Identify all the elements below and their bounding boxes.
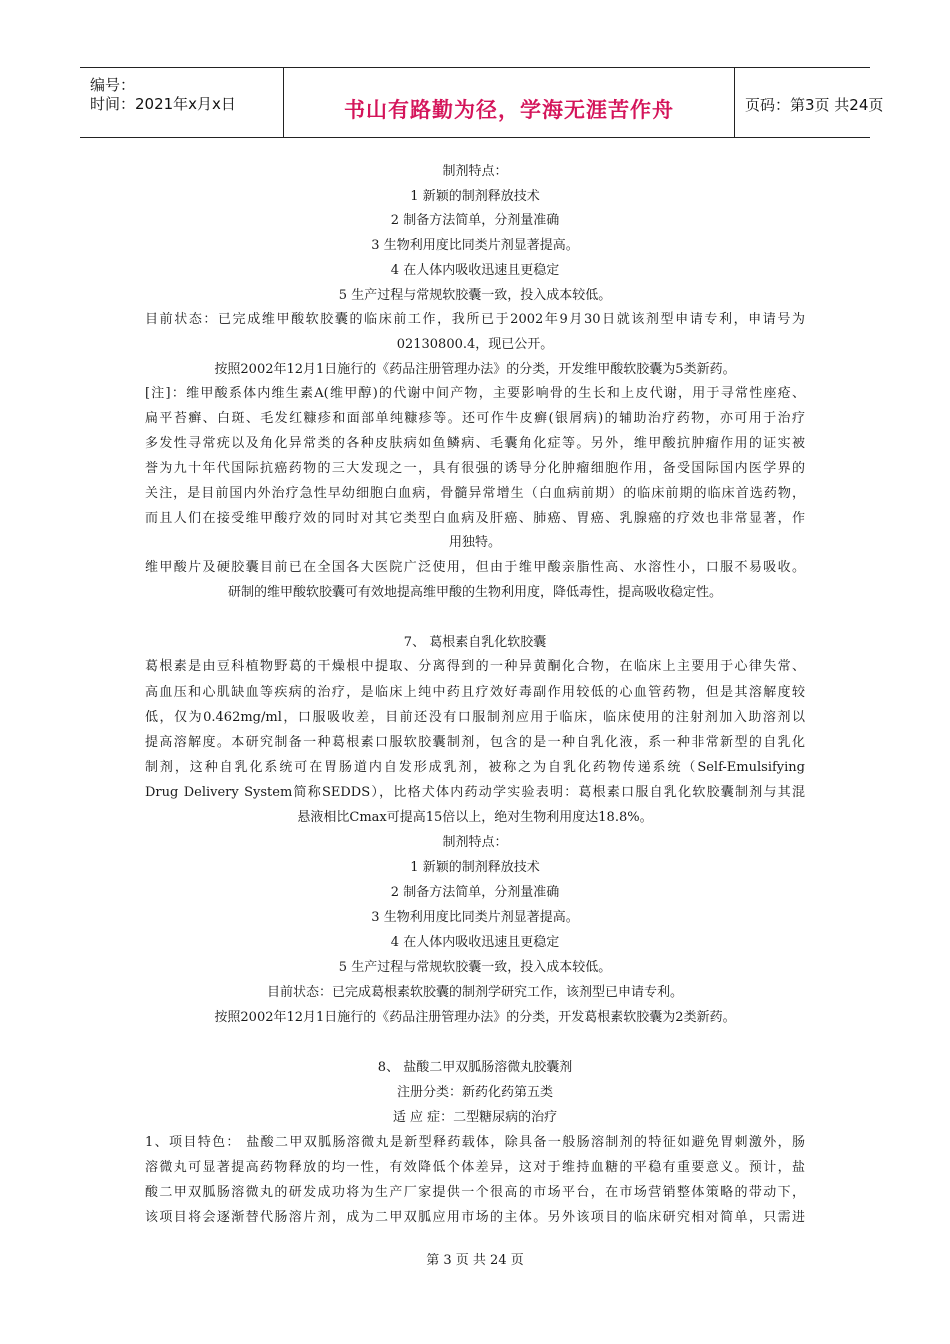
list-item: 1 新颖的制剂释放技术 bbox=[410, 189, 540, 204]
paragraph-line: Drug Delivery System简称SEDDS），比格犬体内药动学实验表明：葛根素口服自乳化软胶囊制剂与其混 bbox=[145, 785, 805, 800]
paragraph-line: 按照2002年12月1日施行的《药品注册管理办法》的分类，开发葛根素软胶囊为2类新药。 bbox=[214, 1010, 736, 1025]
paragraph-line: 而且人们在接受维甲酸疗效的同时对其它类型白血病及肝癌、肺癌、胃癌、乳腺癌的疗效也非常显著，作 bbox=[145, 511, 805, 526]
paragraph-line: 制剂，这种自乳化系统可在胃肠道内自发形成乳剂，被称之为自乳化药物传递系统（Self-Emulsifying bbox=[145, 760, 805, 775]
page-header bbox=[80, 67, 884, 138]
indication: 适 应 症：二型糖尿病的治疗 bbox=[392, 1110, 558, 1125]
paragraph-line: 悬液相比Cmax可提高15倍以上，绝对生物利用度达18.8%。 bbox=[297, 810, 653, 825]
paragraph-line: 葛根素是由豆科植物野葛的干燥根中提取、分离得到的一种异黄酮化合物，在临床上主要用于心律失常、 bbox=[145, 659, 805, 674]
paragraph-line: 誉为九十年代国际抗癌药物的三大发现之一，具有很强的诱导分化肿瘤细胞作用，备受国际国内医学界的 bbox=[145, 461, 805, 476]
paragraph-line: 多发性寻常疣以及角化异常类的各种皮肤病如鱼鳞病、毛囊角化症等。另外，维甲酸抗肿瘤作用的证实被 bbox=[145, 436, 805, 451]
paragraph-line: 该项目将会逐渐替代肠溶片剂，成为二甲双胍应用市场的主体。另外该项目的临床研究相对简单，只需进 bbox=[145, 1210, 805, 1225]
header-motto: 书山有路勤为径，学海无涯苦作舟 bbox=[344, 98, 674, 122]
paragraph-line: 研制的维甲酸软胶囊可有效地提高维甲酸的生物利用度，降低毒性，提高吸收稳定性。 bbox=[227, 585, 722, 600]
paragraph-line: 关注，是目前国内外治疗急性早幼细胞白血病，骨髓异常增生（白血病前期）的临床前期的临床首选药物， bbox=[145, 486, 805, 501]
list-item: 5 生产过程与常规软胶囊一致，投入成本较低。 bbox=[338, 288, 612, 303]
section-title: 7、 葛根素自乳化软胶囊 bbox=[403, 635, 547, 650]
section-heading: 制剂特点： bbox=[442, 164, 508, 179]
paragraph-line: 目前状态：已完成葛根素软胶囊的制剂学研究工作，该剂型已申请专利。 bbox=[266, 985, 683, 1000]
registration-category: 注册分类：新药化药第五类 bbox=[396, 1085, 553, 1100]
paragraph-line: 高血压和心肌缺血等疾病的治疗，是临床上纯中药且疗效好毒副作用较低的心血管药物，但是其溶解度较 bbox=[145, 685, 805, 700]
list-item: 5 生产过程与常规软胶囊一致，投入成本较低。 bbox=[338, 960, 612, 975]
section-title: 8、 盐酸二甲双胍肠溶微丸胶囊剂 bbox=[377, 1060, 573, 1075]
list-item: 4 在人体内吸收迅速且更稳定 bbox=[390, 263, 560, 278]
document-date-label: 时间：2021年x月x日 bbox=[90, 95, 236, 113]
paragraph-line: 1、项目特色： 盐酸二甲双胍肠溶微丸是新型释药载体，除具备一般肠溶制剂的特征如避免胃刺激外，肠 bbox=[145, 1135, 805, 1150]
list-item: 2 制备方法简单，分剂量准确 bbox=[390, 213, 560, 228]
list-item: 3 生物利用度比同类片剂显著提高。 bbox=[371, 238, 579, 253]
paragraph-line: 目前状态：已完成维甲酸软胶囊的临床前工作，我所已于2002年9月30日就该剂型申请专利，申请号为 bbox=[145, 312, 805, 327]
list-item: 3 生物利用度比同类片剂显著提高。 bbox=[371, 910, 579, 925]
list-item: 1 新颖的制剂释放技术 bbox=[410, 860, 540, 875]
section-heading: 制剂特点： bbox=[442, 835, 508, 850]
header-motto-cell bbox=[284, 68, 735, 137]
paragraph-line: 02130800.4，现已公开。 bbox=[396, 337, 554, 352]
paragraph-line: 提高溶解度。本研究制备一种葛根素口服软胶囊制剂，包含的是一种自乳化液，系一种非常新型的自乳化 bbox=[145, 735, 805, 750]
list-item: 4 在人体内吸收迅速且更稳定 bbox=[390, 935, 560, 950]
paragraph-line: 按照2002年12月1日施行的《药品注册管理办法》的分类，开发维甲酸软胶囊为5类新药。 bbox=[214, 362, 736, 377]
page-footer: 第 3 页 共 24 页 bbox=[426, 1253, 524, 1268]
paragraph-line: 酸二甲双胍肠溶微丸的研发成功将为生产厂家提供一个很高的市场平台，在市场营销整体策略的带动下， bbox=[145, 1185, 805, 1200]
header-page-number: 页码：第3页 共24页 bbox=[745, 96, 884, 114]
paragraph-line: 扁平苔癣、白斑、毛发红糠疹和面部单纯糠疹等。还可作牛皮癣(银屑病)的辅助治疗药物，亦可用于治疗 bbox=[145, 411, 805, 426]
list-item: 2 制备方法简单，分剂量准确 bbox=[390, 885, 560, 900]
paragraph-line: 维甲酸片及硬胶囊目前已在全国各大医院广泛使用，但由于维甲酸亲脂性高、水溶性小，口服不易吸收。 bbox=[145, 560, 805, 575]
paragraph-line: 用独特。 bbox=[448, 535, 501, 550]
document-number-label: 编号： bbox=[90, 76, 136, 94]
paragraph-line: 低，仅为0.462mg/ml，口服吸收差，目前还没有口服制剂应用于临床，临床使用的注射剂加入助溶剂以 bbox=[145, 710, 805, 725]
header-info-cell bbox=[80, 68, 284, 137]
paragraph-line: [注]：维甲酸系体内维生素A(维甲醇)的代谢中间产物，主要影响骨的生长和上皮代谢，用于寻常性座疮、 bbox=[145, 386, 805, 401]
paragraph-line: 溶微丸可显著提高药物释放的均一性，有效降低个体差异，这对于维持血糖的平稳有重要意义。预计，盐 bbox=[145, 1160, 805, 1175]
header-page-cell bbox=[735, 68, 884, 137]
